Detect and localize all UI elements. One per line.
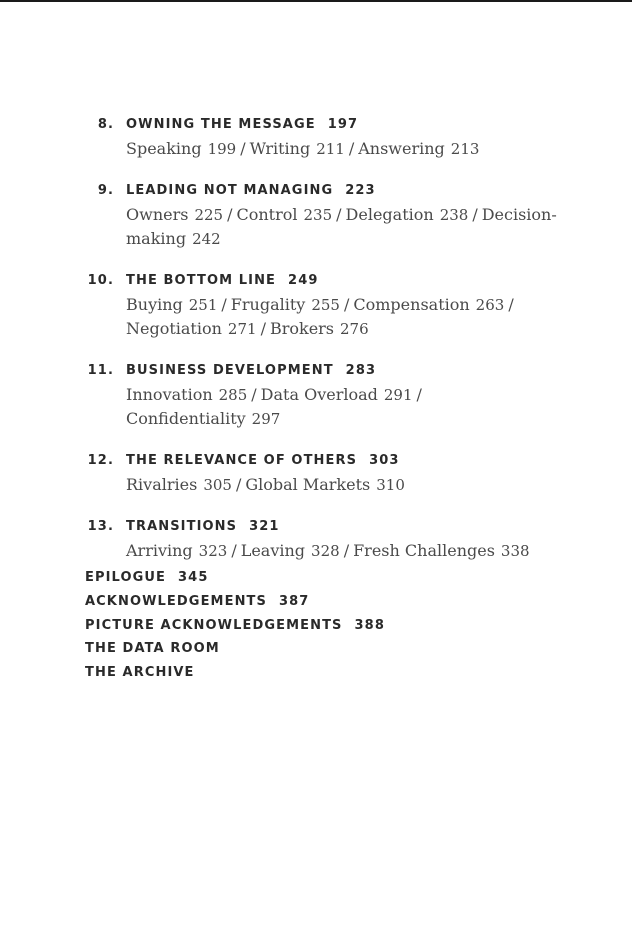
section-page: 263 (475, 296, 505, 314)
separator: / (251, 385, 257, 404)
section-page: 255 (311, 296, 340, 314)
separator: / (416, 385, 422, 404)
section-page: 235 (303, 206, 333, 224)
chapter-title[interactable]: TRANSITIONS (126, 519, 238, 534)
back-matter-page: 387 (278, 593, 310, 609)
section-name[interactable]: Answering (358, 139, 445, 158)
section-name[interactable]: Fresh Challenges (353, 541, 495, 560)
separator: / (343, 295, 350, 314)
separator: / (221, 295, 227, 314)
section-page: 323 (198, 542, 228, 560)
chapter-entry (0, 451, 632, 497)
separator: / (240, 139, 246, 158)
chapter-entry (0, 181, 632, 251)
back-matter-title[interactable]: THE DATA ROOM (85, 641, 220, 657)
separator: / (260, 319, 266, 338)
section-page: 225 (194, 206, 224, 224)
section-page: 310 (376, 476, 405, 494)
back-matter-title[interactable]: PICTURE ACKNOWLEDGEMENTS (85, 617, 343, 633)
section-name[interactable]: Delegation (345, 205, 434, 224)
back-matter-item (85, 661, 385, 685)
section-page: 271 (227, 320, 257, 338)
section-page: 211 (316, 140, 345, 158)
back-matter-item (85, 590, 385, 614)
chapter-number: 13. (87, 519, 114, 534)
chapter-number: 10. (87, 273, 114, 288)
section-name[interactable]: Rivalries (126, 475, 198, 494)
section-line (126, 137, 526, 161)
section-page: 199 (207, 140, 237, 158)
section-name[interactable]: Leaving (240, 541, 306, 560)
section-page: 305 (203, 476, 232, 494)
chapter-entry (0, 517, 632, 563)
section-name[interactable]: Arriving (126, 541, 193, 560)
back-matter (85, 566, 385, 685)
back-matter-title[interactable]: ACKNOWLEDGEMENTS (85, 593, 267, 609)
chapter-title[interactable]: THE BOTTOM LINE (126, 273, 277, 288)
chapter-number: 11. (87, 363, 114, 378)
section-page: 238 (439, 206, 469, 224)
chapter-title[interactable]: OWNING THE MESSAGE (126, 117, 316, 132)
section-line (126, 227, 526, 251)
section-page: 338 (500, 542, 530, 560)
chapter-entry (0, 271, 632, 341)
section-page: 291 (383, 386, 413, 404)
chapter-page: 197 (327, 117, 359, 132)
section-line (126, 203, 557, 227)
section-page: 213 (450, 140, 480, 158)
back-matter-title[interactable]: EPILOGUE (85, 570, 167, 585)
chapter-number: 8. (97, 117, 114, 132)
separator: / (343, 541, 350, 560)
back-matter-title[interactable]: THE ARCHIVE (85, 665, 195, 680)
chapter-title[interactable]: THE RELEVANCE OF OTHERS (126, 453, 358, 468)
chapter-title[interactable]: BUSINESS DEVELOPMENT (126, 363, 334, 378)
section-line (126, 317, 526, 341)
back-matter-item (85, 566, 385, 590)
section-name[interactable]: Negotiation (126, 319, 222, 338)
section-page: 242 (192, 230, 221, 248)
separator: / (348, 139, 355, 158)
section-page: 297 (251, 410, 281, 428)
section-line (126, 407, 526, 431)
section-name[interactable]: Writing (249, 139, 311, 158)
section-name[interactable]: Frugality (230, 295, 306, 314)
section-line (126, 293, 526, 317)
separator: / (472, 205, 478, 224)
section-name[interactable]: Innovation (126, 385, 213, 404)
chapter-entry (0, 115, 632, 161)
section-page: 285 (218, 386, 248, 404)
top-rule (0, 0, 632, 2)
section-line (126, 383, 526, 407)
section-name[interactable]: Compensation (353, 295, 470, 314)
section-line (126, 539, 530, 563)
chapter-number: 9. (97, 183, 114, 198)
section-page: 251 (188, 296, 218, 314)
chapter-page: 249 (288, 273, 319, 288)
back-matter-item (85, 637, 385, 661)
section-name[interactable]: making (126, 229, 187, 248)
separator: / (227, 205, 233, 224)
section-name[interactable]: Decision- (481, 205, 557, 224)
table-of-contents (0, 115, 632, 583)
back-matter-page: 388 (354, 617, 385, 633)
chapter-title[interactable]: LEADING NOT MANAGING (126, 183, 334, 198)
back-matter-page: 345 (178, 570, 209, 585)
chapter-page: 283 (345, 363, 377, 378)
separator: / (336, 205, 342, 224)
back-matter-item (85, 614, 385, 638)
section-name[interactable]: Buying (126, 295, 183, 314)
chapter-page: 303 (369, 453, 400, 468)
section-name[interactable]: Data Overload (260, 385, 378, 404)
chapter-entry (0, 361, 632, 431)
section-name[interactable]: Brokers (269, 319, 335, 338)
chapter-page: 321 (249, 519, 280, 534)
separator: / (508, 295, 514, 314)
section-page: 276 (340, 320, 369, 338)
separator: / (235, 475, 242, 494)
chapter-page: 223 (345, 183, 376, 198)
section-name[interactable]: Control (236, 205, 298, 224)
separator: / (231, 541, 237, 560)
section-page: 328 (311, 542, 340, 560)
section-name[interactable]: Owners (126, 205, 189, 224)
section-line (126, 473, 526, 497)
section-name[interactable]: Speaking (126, 139, 202, 158)
section-name[interactable]: Confidentiality (126, 409, 246, 428)
chapter-number: 12. (87, 453, 114, 468)
section-name[interactable]: Global Markets (245, 475, 371, 494)
